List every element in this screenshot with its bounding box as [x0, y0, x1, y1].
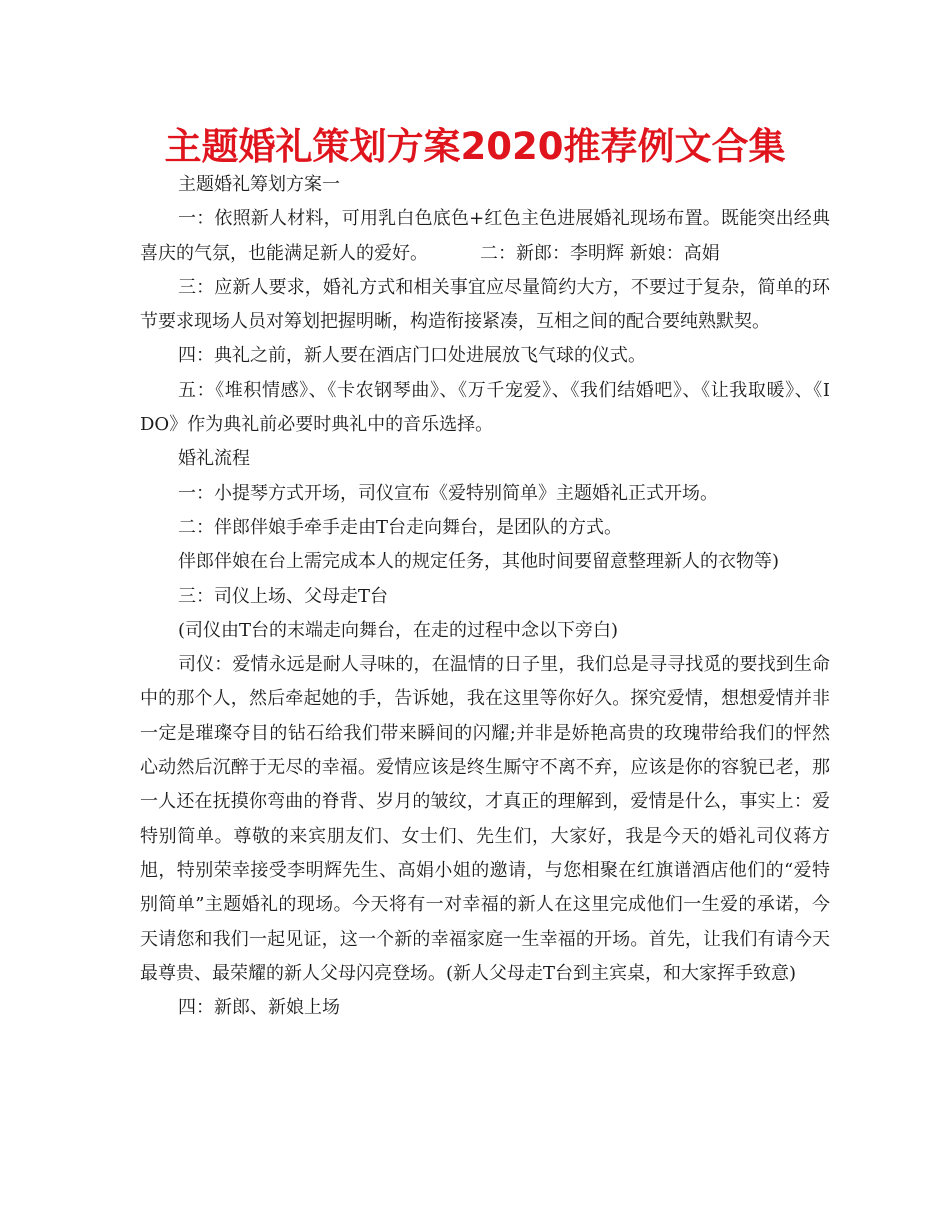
paragraph-4: 五：《堆积情感》、《卡农钢琴曲》、《万千宠爱》、《我们结婚吧》、《让我取暖》、《I DO》作为典礼前必要时典礼中的音乐选择。 — [140, 379, 830, 436]
paragraph-8: 伴郎伴娘在台上需完成本人的规定任务，其他时间要留意整理新人的衣物等) — [178, 551, 780, 573]
paragraph-1-names: 二：新郎：李明辉 新娘：高娟 — [480, 242, 720, 264]
subtitle: 主题婚礼筹划方案一 — [178, 174, 340, 195]
paragraph-9: 三：司仪上场、父母走T台 — [178, 585, 389, 607]
paragraph-7: 二：伴郎伴娘手牵手走由T台走向舞台，是团队的方式。 — [178, 516, 623, 538]
paragraph-10: (司仪由T台的末端走向舞台，在走的过程中念以下旁白) — [178, 619, 619, 641]
paragraph-1-text: 一：依照新人材料，可用乳白色底色+红色主色进展婚礼现场布置。既能突出经典喜庆的气氛，也能满足新人的爱好。 — [140, 208, 830, 264]
paragraph-12: 四：新郎、新娘上场 — [178, 997, 340, 1019]
paragraph-11: 司仪：爱情永远是耐人寻味的，在温情的日子里，我们总是寻寻找觅的要找到生命中的那个人，然后牵起她的手，告诉她，我在这里等你好久。探究爱情，想想爱情并非一定是璀璨夺目的钻石给我们带来瞬间的闪耀;并非是娇艳高贵的玫瑰带给我们的怦然心动然后沉醉于无尽的幸福。爱情应该是终生厮守不离不弃，应该是你的容貌已老，那一人还在抚摸你弯曲的脊背、岁月的皱纹，才真正的理解到，爱情是什么，事实上：爱特别简单。尊敬的来宾朋友们、女士们、先生们，大家好，我是今天的婚礼司仪蒋方旭，特别荣幸接受李明辉先生、高娟小姐的邀请，与您相聚在红旗谱酒店他们的“爱特别简单”主题婚礼的现场。今天将有一对幸福的新人在这里完成他们一生爱的承诺，今天请您和我们一起见证，这一个新的幸福家庭一生幸福的开场。首先，让我们有请今天最尊贵、最荣耀的新人父母闪亮登场。(新人父母走T台到主宾桌，和大家挥手致意) — [140, 654, 830, 984]
document-body — [140, 168, 830, 1025]
paragraph-3: 四：典礼之前，新人要在酒店门口处进展放飞气球的仪式。 — [178, 345, 646, 367]
document-title: 主题婚礼策划方案2020推荐例文合集 — [164, 125, 786, 168]
paragraph-2: 三：应新人要求，婚礼方式和相关事宜应尽量简约大方，不要过于复杂，简单的环节要求现场人员对筹划把握明晰，构造衔接紧凑，互相之间的配合要纯熟默契。 — [140, 276, 830, 333]
paragraph-1 — [140, 202, 830, 271]
paragraph-6: 一：小提琴方式开场，司仪宣布《爱特别简单》主题婚礼正式开场。 — [178, 482, 718, 504]
section-heading-wedding-flow: 婚礼流程 — [178, 448, 250, 470]
